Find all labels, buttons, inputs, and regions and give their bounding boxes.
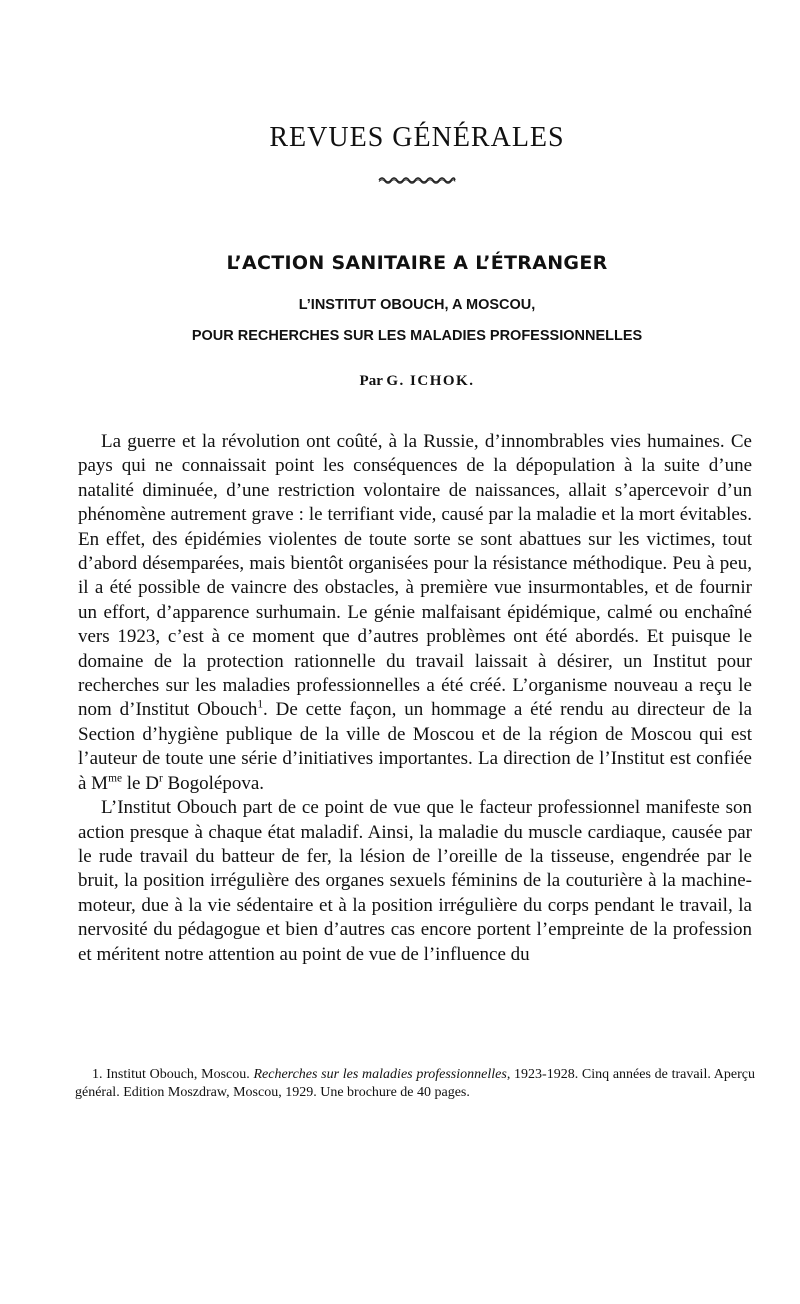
footnote-1	[75, 1066, 755, 1102]
footnotes	[75, 1066, 755, 1102]
footnote-italic-title: Recherches sur les maladies professionnelles	[253, 1067, 507, 1082]
byline	[0, 373, 800, 390]
article-title: L’ACTION SANITAIRE A L’ÉTRANGER	[226, 252, 608, 274]
byline-author: G. ICHOK.	[386, 373, 475, 389]
ornament-wave-rule	[377, 173, 457, 185]
footnote-number: 1.	[92, 1067, 103, 1082]
paragraph-1-text-c: le D	[122, 772, 159, 794]
body-paragraph-1	[78, 430, 752, 796]
paragraph-1-text-d: Bogolépova.	[162, 772, 265, 794]
body-paragraph-2: L’Institut Obouch part de ce point de vue que le facteur professionnel manifeste son action presque à chaque état maladif. Ainsi, la maladie du muscle cardiaque, causée par le rude travail du batteur de fer, la lésion de l’oreille de la tisseuse, engendrée par le bruit, la position irrégulière des organes sexuels féminins de la couturière à la machine-moteur, due à la vie sédentaire et à la position irrégulière du corps pendant le travail, la nervosité du pédagogue et bien d’autres cas encore portent l’empreinte de la profession et méritent notre attention au point de vue de l’influence du	[78, 797, 752, 965]
article-subtitle-line-1: L’INSTITUT OBOUCH, A MOSCOU,	[298, 297, 536, 313]
article-subtitle-line-2: POUR RECHERCHES SUR LES MALADIES PROFESSIONNELLES	[191, 328, 643, 344]
section-title: REVUES GÉNÉRALES	[269, 122, 565, 153]
paragraph-1-text-a: La guerre et la révolution ont coûté, à la Russie, d’innombrables vies humaines. Ce pays qui ne connaissait point les conséquences de la dépopulation à la suite d’une natalité diminuée, d’une restriction volontaire de naissances, allait s’apercevoir d’un phénomène autrement grave : le terrifiant vide, causé par la maladie et la mort évitables. En effet, des épidémies violentes de toute sorte se sont abattues sur les victimes, tout d’abord désemparées, mais bientôt organisées pour la résistance méthodique. Peu à peu, il a été possible de vaincre des obstacles, à première vue insurmontables, et de fournir un effort, d’apparence surhumain. Le génie malfaisant épidémique, calmé ou enchaîné vers 1923, c’est à ce moment que d’autres problèmes ont été abordés. Et puisque le domaine de la protection rationnelle du travail laissait à désirer, un Institut pour recherches sur les maladies professionnelles a été créé. L’organisme nouveau a reçu le nom d’Institut Obouch	[78, 431, 752, 721]
superscript-mme: me	[108, 772, 122, 785]
paragraph-1-text-b: . De cette façon, un hommage a été rendu au directeur de la Section d’hygiène publique de la ville de Moscou et de la région de Moscou qui est l’auteur de toute une série d’initiatives importantes. La direction de l’Institut est confiée à M	[78, 699, 752, 794]
byline-prefix: Par	[359, 373, 383, 389]
footnote-reference: 1	[257, 699, 264, 712]
superscript-dr: r	[158, 772, 163, 785]
article-body	[78, 430, 752, 967]
footnote-text-b: , 1923-1928. Cinq années de travail. Aperçu général. Edition Moszdraw, Moscou, 1929. Une brochure de 40 pages.	[75, 1067, 755, 1100]
footnote-text-a: Institut Obouch, Moscou.	[102, 1067, 254, 1082]
